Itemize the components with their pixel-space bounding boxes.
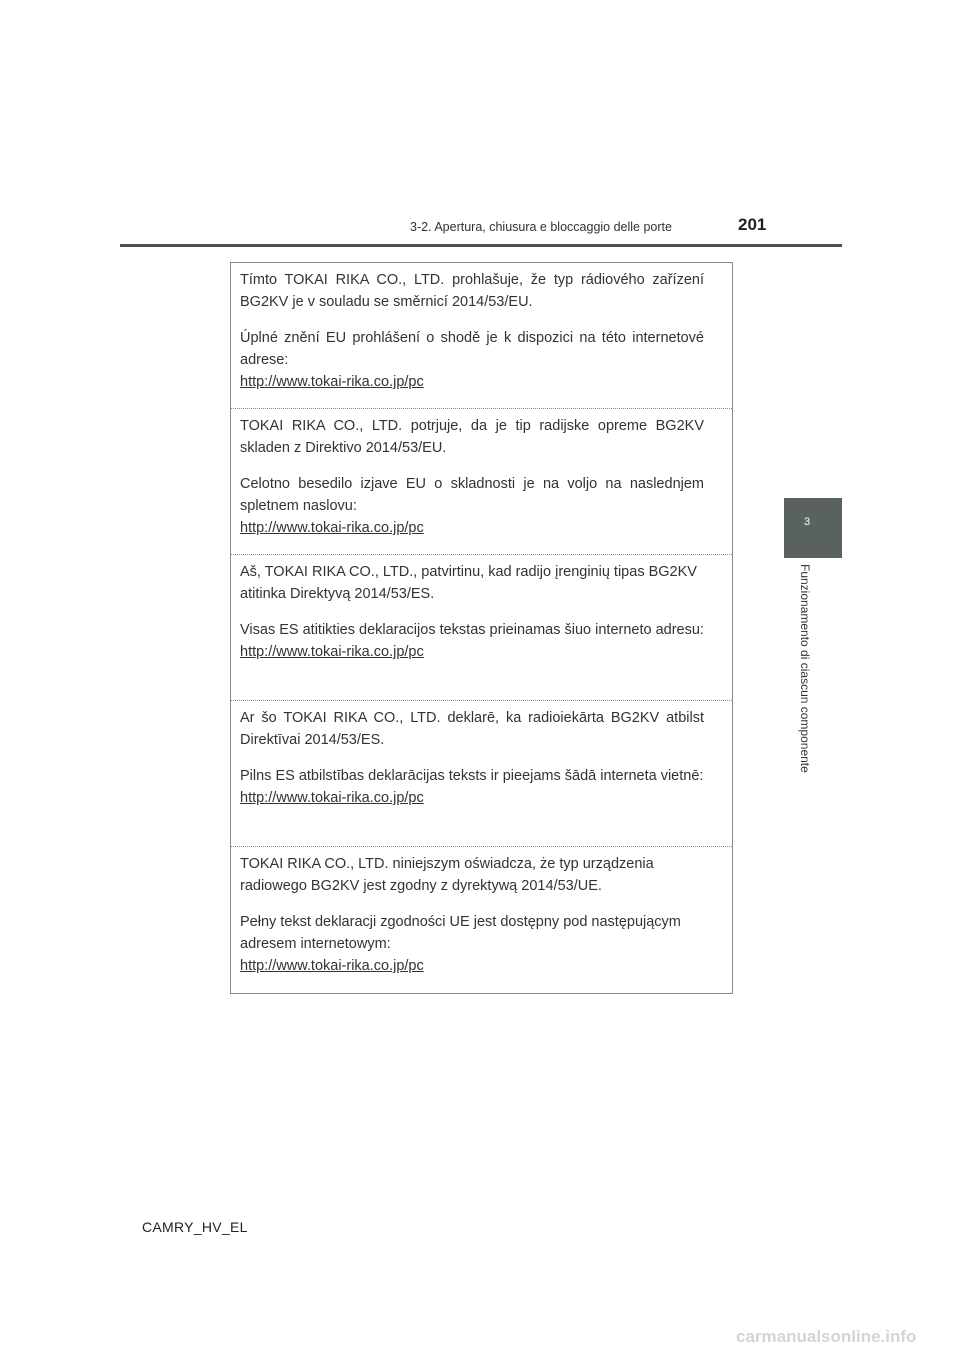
declaration-polish — [231, 847, 732, 993]
declaration-availability: Úplné znění EU prohlášení o shodě je k dispozici na této internetové adrese: — [240, 330, 704, 368]
watermark: carmanualsonline.info — [736, 1327, 917, 1346]
declaration-link[interactable]: http://www.tokai-rika.co.jp/pc — [240, 520, 424, 536]
header-divider — [120, 244, 842, 247]
page-number: 201 — [738, 215, 767, 234]
declaration-statement: Ar šo TOKAI RIKA CO., LTD. deklarē, ka radioiekārta BG2KV atbilst Direktīvai 2014/53/ES. — [240, 710, 704, 748]
chapter-number: 3 — [804, 516, 811, 528]
chapter-tab — [784, 498, 842, 558]
declaration-link[interactable]: http://www.tokai-rika.co.jp/pc — [240, 958, 424, 974]
declaration-availability: Celotno besedilo izjave EU o skladnosti je na voljo na naslednjem spletnem naslovu: — [240, 476, 704, 514]
declaration-availability: Pełny tekst deklaracji zgodności UE jest dostępny pod następującym adresem internetowym: — [240, 914, 681, 952]
declaration-statement: TOKAI RIKA CO., LTD. potrjuje, da je tip radijske opreme BG2KV skladen z Direktivo 2014/53/EU. — [240, 418, 704, 456]
declaration-link[interactable]: http://www.tokai-rika.co.jp/pc — [240, 790, 424, 806]
declaration-latvian — [231, 701, 732, 847]
declaration-link[interactable]: http://www.tokai-rika.co.jp/pc — [240, 644, 424, 660]
declaration-statement: Aš, TOKAI RIKA CO., LTD., patvirtinu, kad radijo įrenginių tipas BG2KV atitinka Direktyvą 2014/53/ES. — [240, 564, 697, 602]
section-title: 3-2. Apertura, chiusura e bloccaggio delle porte — [410, 220, 672, 234]
declaration-box — [230, 262, 733, 994]
manual-code: CAMRY_HV_EL — [142, 1219, 248, 1235]
declaration-czech — [231, 263, 732, 409]
declaration-slovenian — [231, 409, 732, 555]
declaration-link[interactable]: http://www.tokai-rika.co.jp/pc — [240, 374, 424, 390]
chapter-label: Funzionamento di ciascun componente — [798, 564, 812, 773]
declaration-statement: TOKAI RIKA CO., LTD. niniejszym oświadcza, że typ urządzenia radiowego BG2KV jest zgodny z dyrektywą 2014/53/UE. — [240, 856, 654, 894]
declaration-statement: Tímto TOKAI RIKA CO., LTD. prohlašuje, že typ rádiového zařízení BG2KV je v souladu se směrnicí 2014/53/EU. — [240, 272, 704, 310]
declaration-lithuanian — [231, 555, 732, 701]
declaration-availability: Pilns ES atbilstības deklarācijas teksts ir pieejams šādā interneta vietnē: — [240, 768, 704, 784]
declaration-availability: Visas ES atitikties deklaracijos tekstas prieinamas šiuo interneto adresu: — [240, 622, 704, 638]
